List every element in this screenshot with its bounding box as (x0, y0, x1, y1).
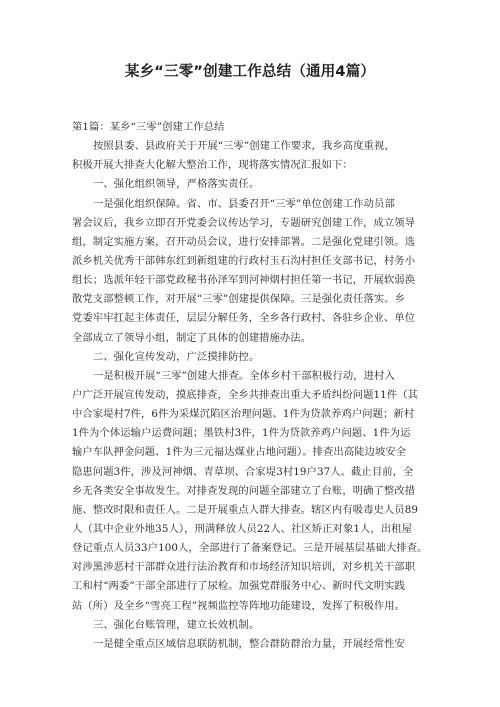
document-title: 某乡“三零”创建工作总结（通用4篇） (124, 64, 376, 80)
document-body (72, 118, 438, 654)
text-line: 一是积极开展“三零”创建大排查。全体乡村干部积极行动，进村入 (93, 369, 395, 382)
text-line: 施、整改时限和责任人。二是开展重点人群大排查。辖区内有吸毒史人员89 (72, 503, 419, 516)
text-line: 按照县委、县政府关于开展“三零”创建工作要求，我乡高度重视， (93, 140, 395, 153)
text-line: 一、强化组织领导，严格落实责任。 (93, 178, 260, 191)
text-line: 乡无各类安全事故发生。对排查发现的问题全部建立了台账，明确了整改措 (72, 484, 416, 497)
text-line: 积极开展大排查大化解大整治工作，现将落实情况汇报如下： (72, 159, 353, 172)
text-line: 署会议后，我乡立即召开党委会议传达学习，专题研究创建工作，成立领导 (72, 216, 416, 229)
text-line: 全部成立了领导小组，制定了具体的创建措施办法。 (72, 331, 312, 344)
text-line: 散党支部整顿工作，对开展“三零”创建提供保障。三是强化责任落实。乡 (72, 293, 406, 306)
text-line: 三、强化台账管理，建立长效机制。 (93, 618, 260, 631)
text-line: 登记重点人员33户100人，全部进行了备案登记。三是开展基层基础大排查。 (72, 542, 428, 555)
text-line: 工和村“两委”干部全部进行了尿检。加强党群服务中心、新时代文明实践 (72, 580, 406, 593)
text-line: 对涉黑涉恶村干部群众进行法治教育和市场经济知识培训，对乡机关干部职 (72, 561, 416, 574)
text-line: 1件为个体运输户运费问题；墨铁村3件，1件为贷款养鸡户问题、1件为运 (72, 427, 411, 440)
text-line: 人（其中企业外地35人），刑满释放人员22人、社区矫正对象1人，出租屋 (72, 522, 413, 535)
text-line: 输户车队押金问题、1件为三元福达煤业占地问题）。排查出高陡边坡安全 (72, 446, 407, 459)
text-line: 户广泛开展宣传发动，摸底排查，全乡共排查出重大矛盾纠纷问题11件（其 (72, 388, 419, 401)
text-line: 一是强化组织保障。省、市、县委召开“三零”单位创建工作动员部 (93, 197, 395, 210)
text-line: 站（所）及全乡“雪亮工程”视频监控等阵地功能建设，发挥了积极作用。 (72, 599, 406, 612)
text-line: 中合家堤村7件，6件为采煤沉陷区治理问题、1件为贷款养鸡户问题；新村 (72, 408, 415, 421)
text-line: 隐患问题3件，涉及河神烟、青草坝、合家堤3村19户37人。截止目前，全 (72, 465, 414, 478)
text-line: 第1篇：某乡“三零”创建工作总结 (72, 121, 225, 133)
text-line: 一是健全重点区域信息联防机制，整合群防群治力量，开展经常性安 (93, 637, 405, 650)
text-line: 派乡机关优秀干部韩东红到新组建的行政村玉石沟村担任支部书记，村务小 (72, 254, 416, 267)
text-line: 二、强化宣传发动，广泛摸排防控。 (93, 350, 260, 363)
text-line: 党委牢牢扛起主体责任，层层分解任务，全乡各行政村、各驻乡企业、单位 (72, 312, 416, 325)
text-line: 组长；选派年轻干部党政秘书孙泽军到河神烟村担任第一书记，开展软弱涣 (72, 274, 416, 287)
text-line: 组，制定实施方案，召开动员会议，进行安排部署。二是强化党建引领。选 (72, 235, 416, 248)
